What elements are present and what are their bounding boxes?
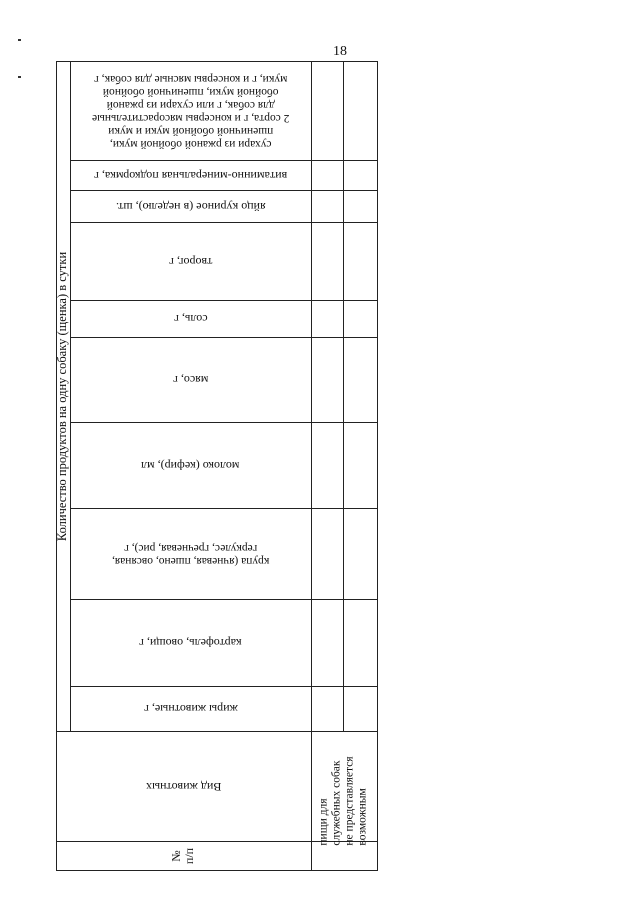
col-potato — [70, 599, 311, 686]
col-sukhari-line: 2 сорта, г и консервы мясорастительные — [91, 111, 290, 124]
row-label-line: не представляется — [344, 755, 356, 846]
col-sukhari-line: пшеничной обойной муки и муки — [107, 124, 274, 137]
row-label-line: служебных собак — [331, 760, 343, 846]
col-krupa — [70, 508, 311, 599]
col-milk — [70, 422, 311, 508]
col-sukhari-line: для собак, г или сухари из ржаной — [106, 98, 275, 111]
col-meat-label: мясо, г — [172, 373, 209, 387]
number-header-sign: № — [169, 849, 184, 862]
row-label-line: пищи для — [318, 798, 330, 846]
col-krupa-line: геркулес, гречневая, рис), г — [123, 541, 258, 554]
animal-type-header: Вид животных — [145, 779, 222, 794]
col-eggs — [70, 190, 311, 222]
number-header-cell — [56, 841, 311, 870]
row-label-line: возможным — [357, 787, 369, 846]
col-milk-label: молоко (кефир), мл — [141, 458, 240, 473]
col-eggs-label: яйцо куриное (в неделю), шт. — [115, 199, 266, 214]
col-salt — [70, 300, 311, 337]
group-header-cell — [56, 61, 70, 731]
scan-mark — [18, 76, 21, 78]
col-krupa-line: крупа (ячневая, пшено, овсяная, — [111, 554, 270, 567]
col-sukhari — [70, 61, 311, 160]
col-tvorog-label: творог, г — [168, 254, 213, 269]
col-sukhari-line: сухари из ржаной обойной муки, — [109, 137, 272, 150]
col-tvorog — [70, 222, 311, 300]
col-meat — [70, 337, 311, 422]
col-vitamin-label: витаминно-минеральная подкормка, г — [93, 168, 288, 183]
number-header-abbr: п/п — [182, 847, 197, 864]
col-potato-label: картофель, овощи, г — [139, 636, 242, 650]
page-number: 18 — [333, 44, 347, 59]
animal-type-header-cell — [56, 731, 311, 841]
col-vitamin — [70, 160, 311, 190]
col-fats-label: жиры животные, г — [143, 702, 238, 716]
scan-mark — [18, 39, 21, 41]
row-label-cell — [311, 731, 377, 870]
col-sukhari-line: муки, г и консервы мясные для собак, г — [93, 72, 288, 85]
group-header: Количество продуктов на одну собаку (щенка) в сутки — [55, 251, 70, 541]
col-fats — [70, 686, 311, 731]
col-sukhari-line: обойной муки, пшеничной обойной — [102, 85, 279, 98]
col-salt-label: соль, г — [173, 312, 208, 326]
